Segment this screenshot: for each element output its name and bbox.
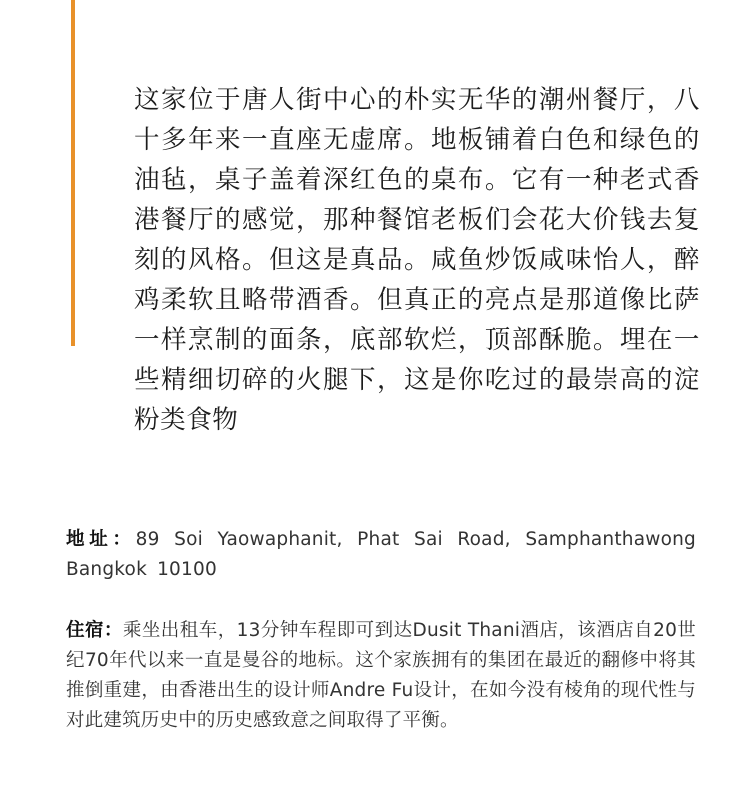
- address-label: 地址：: [66, 529, 136, 550]
- lodging-label: 住宿：: [66, 620, 123, 641]
- restaurant-description: 这家位于唐人街中心的朴实无华的潮州餐厅，八十多年来一直座无虚席。地板铺着白色和绿色的油毡，桌子盖着深红色的桌布。它有一种老式香港餐厅的感觉，那种餐馆老板们会花大价钱去复刻的风格。但这是真品。咸鱼炒饭咸味怡人，醉鸡柔软且略带酒香。但真正的亮点是那道像比萨一样烹制的面条，底部软烂，顶部酥脆。埋在一些精细切碎的火腿下，这是你吃过的最崇高的淀粉类食物: [134, 85, 700, 435]
- address-value: 89 Soi Yaowaphanit, Phat Sai Road, Samphanthawong Bangkok 10100: [66, 529, 696, 580]
- lodging-paragraph: [66, 616, 696, 736]
- lodging-value: 乘坐出租车，13分钟车程即可到达Dusit Thani酒店，该酒店自20世纪70年代以来一直是曼谷的地标。这个家族拥有的集团在最近的翻修中将其推倒重建，由香港出生的设计师Andre Fu设计，在如今没有棱角的现代性与对此建筑历史中的历史感致意之间取得了平衡。: [66, 620, 696, 731]
- address-paragraph: [66, 525, 696, 585]
- quote-accent-bar: [71, 0, 75, 346]
